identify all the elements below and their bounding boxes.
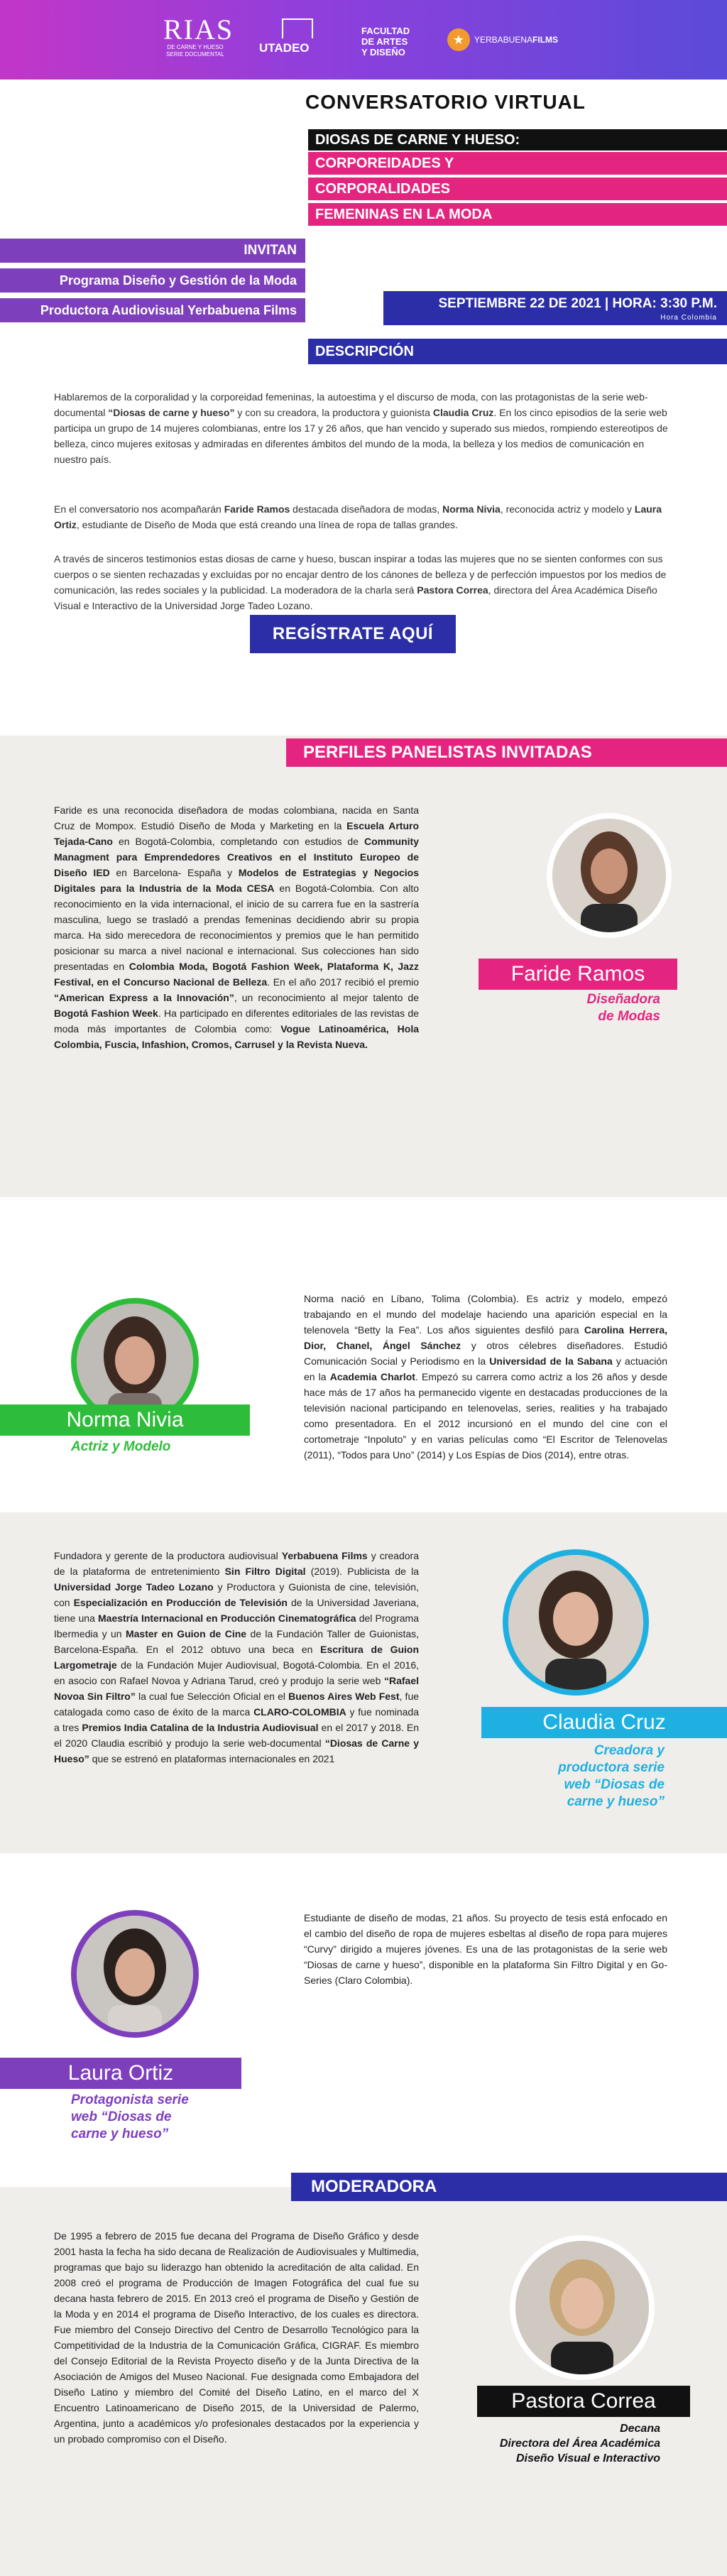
claudia-bio — [54, 1548, 419, 1767]
faride-role: Diseñadora de Modas — [586, 992, 660, 1024]
event-subtitle-line1: DIOSAS DE CARNE Y HUESO: — [308, 129, 727, 151]
laura-photo — [71, 1910, 199, 2038]
norma-name: Norma Nivia — [0, 1404, 250, 1436]
norma-role: Actriz y Modelo — [71, 1439, 171, 1454]
perfiles-title: PERFILES PANELISTAS INVITADAS — [286, 738, 727, 767]
bio-segment: del Programa Ibermedia y un — [54, 1612, 419, 1639]
bio-segment: y fue nominada a tres — [54, 1706, 420, 1733]
bio-segment: Fundadora y gerente de la productora audiovisual — [54, 1550, 282, 1561]
rias-mark: RIAS — [163, 13, 234, 45]
pastora-role: Decana Directora del Área Académica Diseño Visual e Interactivo — [499, 2423, 660, 2465]
rias-logo — [163, 13, 234, 58]
rias-line2: SERIE DOCUMENTAL — [166, 51, 224, 58]
utadeo-name: UTADEO — [259, 41, 310, 55]
utadeo-mark-icon — [282, 18, 313, 38]
bio-segment: de la Fundación Taller de Guionistas, Barcelona-España. En el 2012 obtuvo una beca en — [54, 1628, 420, 1655]
inviter-productora: Productora Audiovisual Yerbabuena Films — [0, 298, 305, 322]
bio-segment: Yerbabuena Films — [281, 1550, 368, 1561]
bio-segment: De 1995 a febrero de 2015 fue decana del Programa de Diseño Gráfico y desde 2001 hasta la fecha ha sido decana de Realización de Audiovisuales y Multimedia, programas que bajo su liderazgo han obtenido la acreditación de alta calidad. En 2008 creó el programa de Producción de Imagen Fotográfica del cual fue su decana hasta febrero de 2015. En 2013 creó el programa de Diseño y Gestión de la Moda y en 2014 el programa de Diseño Interactivo, de los cuales es directora. Fue miembro del Consejo Directivo del Centro de Desarrollo Tecnológico para la Competitividad de la Industria de la Comunicación Gráfica, CIGRAF. Es miembro del Consejo Editorial de la Revista Proyecto diseño y de la Junta Directiva de la Asociación de Amigos del Museo Nacional. Fue designada como Embajadora del Diseño Latino y miembro del Comité del Diseño Latino, en el marco del X Encuentro Latinoamericano de Diseño 2015, de la Universidad de Palermo, Argentina, junto a académicos y/o profesionales destacados por la experiencia y un probado compromiso con el Diseño. — [54, 2230, 419, 2445]
bio-segment: de la Fundación Mujer Audiovisual, Bogotá-Colombia. En el 2016, en asocio con Rafael Novoa y Adriana Tarud, creó y produjo la serie web — [54, 1659, 419, 1686]
invitan-label: INVITAN — [0, 239, 305, 263]
bio-segment: Premios India Catalina de la Industria Audiovisual — [82, 1722, 319, 1733]
bio-segment: y Productora y Guionista de cine, televisión, con — [54, 1581, 419, 1608]
faride-photo — [547, 813, 672, 938]
bio-segment: “Diosas de Carne y Hueso” — [54, 1737, 419, 1764]
bio-segment: Escuela Arturo Tejada-Cano — [54, 820, 419, 847]
bio-segment: . En el año 2017 recibió el premio — [267, 976, 420, 988]
bio-segment: Universidad de la Sabana — [489, 1355, 613, 1367]
event-date: SEPTIEMBRE 22 DE 2021 | HORA: 3:30 P.M. — [438, 296, 717, 311]
bio-segment: Escritura de Guion Largometraje — [54, 1644, 420, 1671]
faride-bio — [54, 802, 419, 1052]
bio-segment: Sin Filtro Digital — [224, 1566, 306, 1577]
event-subtitle-line2: CORPOREIDADES Y — [308, 152, 727, 175]
rias-line1: DE CARNE Y HUESO — [167, 44, 224, 50]
bio-segment: en Bogotá-Colombia. Con alto reconocimiento en la vida internacional, el inicio de su carrera fue en la sastrería masculina, luego se trasladó a prendas femeninas decidiendo abrir su propia marca. Ha sido merecedora de reconocimientos y premios que le han permitido posicionar su marca a nivel nacional e internacional. Sus colecciones han sido presentadas en — [54, 883, 419, 972]
laura-role: Protagonista serie web “Diosas de carne y hueso” — [71, 2092, 189, 2141]
bio-segment: de la Universidad Javeriana, tiene una — [54, 1597, 419, 1624]
pastora-name: Pastora Correa — [477, 2386, 690, 2417]
bio-segment: Modelos de Estrategias y Negocios Digitales para la Industria de la Moda CESA — [54, 867, 419, 894]
moderator-bio — [54, 2228, 419, 2447]
yerbabuena-films: FILMS — [532, 35, 559, 45]
bio-segment: Buenos Aires Web Fest — [288, 1691, 400, 1702]
inviter-program: Programa Diseño y Gestión de la Moda — [0, 268, 305, 293]
description-p1: Hablaremos de la corporalidad y la corporeidad femeninas, la autoestima y el discurso de moda, con las protagonistas de la serie web-documental “Diosas de carne y hueso” y con su creadora, la productora y guionista Claudia Cruz. En los cinco episodios de la serie web participa un grupo de 14 mujeres colombianas, entre los 17 y 26 años, que han vencido y superado sus miedos, rompiendo estereotipos de belleza, cinco mujeres exitosas y admiradas en diferentes ámbitos del mundo de la moda, la belleza y los medios de comunicación en nuestro país. — [54, 391, 668, 465]
description-label: DESCRIPCIÓN — [308, 339, 727, 364]
bio-segment: “Rafael Novoa Sin Filtro” — [54, 1675, 419, 1702]
bio-segment: CLARO-COLOMBIA — [253, 1706, 346, 1718]
pastora-photo — [510, 2235, 655, 2380]
bio-segment: . Empezó su carrera como actriz a los 26 años y desde hace más de 17 años ha permanecido vigente en destacadas producciones de la televisión nacional participando en telenovelas, series, realities y ha trabajado como presentadora. En el 2012 incursionó en el mundo del cine con el cortometraje “Inpoluto” y en varias películas como “El Escritor de Telenovelas (2011), “Todos para Uno” (2014) y Los Espías de Dios (2014), entre otras. — [304, 1371, 668, 1461]
laura-bio — [304, 1910, 667, 1988]
bio-segment: Faride es una reconocida diseñadora de modas colombiana, nacida en Santa Cruz de Mompox. Estudió Diseño de Moda y Marketing en la — [54, 804, 419, 831]
facultad-line3: Y DISEÑO — [361, 47, 405, 58]
bio-segment: Universidad Jorge Tadeo Lozano — [54, 1581, 214, 1593]
bio-segment: Bogotá Fashion Week — [54, 1008, 158, 1019]
moderadora-title: MODERADORA — [291, 2173, 727, 2201]
utadeo-logo — [259, 18, 313, 55]
bio-segment: Carolina Herrera, Dior, Chanel, Ángel Sánchez — [304, 1324, 667, 1351]
norma-bio — [304, 1291, 667, 1463]
bio-segment: en el 2017 y 2018. En el 2020 Claudia escribió y produjo la serie web-documental — [54, 1722, 419, 1749]
yerbabuena-logo — [447, 28, 558, 51]
bio-segment: “American Express a la Innovación” — [54, 992, 234, 1003]
event-timezone: Hora Colombia — [660, 314, 717, 322]
bio-segment: Vogue Latinoamérica, Hola Colombia, Fuscia, Infashion, Cromos, Carrusel y la Revista Nueva. — [54, 1023, 419, 1050]
event-subtitle-line3: CORPORALIDADES — [308, 178, 727, 200]
figure-icon: ★ — [447, 28, 470, 51]
yerbabuena-name: YERBABUENA — [474, 35, 533, 45]
bio-segment: Especialización en Producción de Televisión — [73, 1597, 288, 1608]
event-date-bar — [383, 291, 727, 325]
bio-segment: Community Managment para Emprendedores Creativos en el Instituto Europeo de Diseño IED — [54, 836, 419, 878]
bio-segment: , fue catalogada como caso de éxito de la marca — [54, 1691, 420, 1718]
register-button[interactable]: REGÍSTRATE AQUÍ — [250, 615, 456, 653]
description-p2: En el conversatorio nos acompañarán Faride Ramos destacada diseñadora de modas, Norma Nivia, reconocida actriz y modelo y Laura Ortiz, estudiante de Diseño de Moda que está creando una línea de ropa de tallas grandes. — [54, 503, 662, 530]
laura-name: Laura Ortiz — [0, 2058, 241, 2089]
bio-segment: Academia Charlot — [329, 1371, 415, 1382]
bio-segment: la cual fue Selección Oficial en el — [135, 1691, 289, 1702]
claudia-role: Creadora y productora serie web “Diosas de carne y hueso” — [558, 1743, 665, 1809]
facultad-line2: DE ARTES — [361, 36, 408, 47]
facultad-logo — [361, 26, 410, 58]
bio-segment: . Ha participado en diferentes editoriales de las revistas de moda más importantes de Colombia como: — [54, 1008, 419, 1035]
bio-segment: en Barcelona- España y — [109, 867, 239, 878]
bio-segment: Colombia Moda, Bogotá Fashion Week, Plataforma K, Jazz Festival, en el Concurso Nacional de Belleza — [54, 961, 419, 988]
bio-segment: Maestría Internacional en Producción Cinematográfica — [98, 1612, 356, 1624]
bio-segment: (2019). Publicista de la — [305, 1566, 419, 1577]
bio-segment: y creadora de la plataforma de entretenimiento — [54, 1550, 419, 1577]
bio-segment: y otros célebres diseñadores. Estudió Comunicación Social y Periodismo en la — [304, 1340, 667, 1367]
bio-segment: y actuación en la — [304, 1355, 667, 1382]
bio-segment: Norma nació en Líbano, Tolima (Colombia). Es actriz y modelo, empezó trabajando en el mundo del modelaje haciendo una aparición especial en la telenovela “Betty la Fea”. Los años siguientes desfiló para — [304, 1293, 667, 1336]
bio-segment: Master en Guion de Cine — [125, 1628, 247, 1639]
claudia-photo — [503, 1549, 649, 1696]
description-p3: A través de sinceros testimonios estas diosas de carne y hueso, buscan inspirar a todas las mujeres que no se sienten conformes con sus cuerpos o se sienten rechazadas y excluidas por no encajar dentro de los cánones de belleza y de perfección impuestos por los medios de comunicación, las redes sociales y la publicidad. La moderadora de la charla será Pastora Correa, directora del Área Académica Diseño Visual e Interactivo de la Universidad Jorge Tadeo Lozano. — [54, 553, 667, 611]
bio-segment: , un reconocimiento al mejor talento de — [234, 992, 419, 1003]
bio-segment: en Bogotá-Colombia, completando con estudios de — [112, 836, 364, 847]
bio-segment: que se estrenó en plataformas internacionales en 2021 — [89, 1753, 335, 1764]
event-title: CONVERSATORIO VIRTUAL — [305, 91, 586, 113]
claudia-name: Claudia Cruz — [481, 1707, 727, 1738]
faride-name: Faride Ramos — [479, 959, 677, 990]
event-subtitle-line4: FEMENINAS EN LA MODA — [308, 203, 727, 226]
bio-segment: Estudiante de diseño de modas, 21 años. Su proyecto de tesis está enfocado en el cambio del diseño de ropa de mujeres esbeltas al diseño de ropa para mujeres “Curvy” dirigido a mujeres jóvenes. Es una de las protagonistas de la serie web “Diosas de carne y hueso”, disponible en la plataforma Sin Filtro Digital y en Go-Series (Claro Colombia). — [304, 1912, 667, 1986]
facultad-line1: FACULTAD — [361, 26, 410, 36]
